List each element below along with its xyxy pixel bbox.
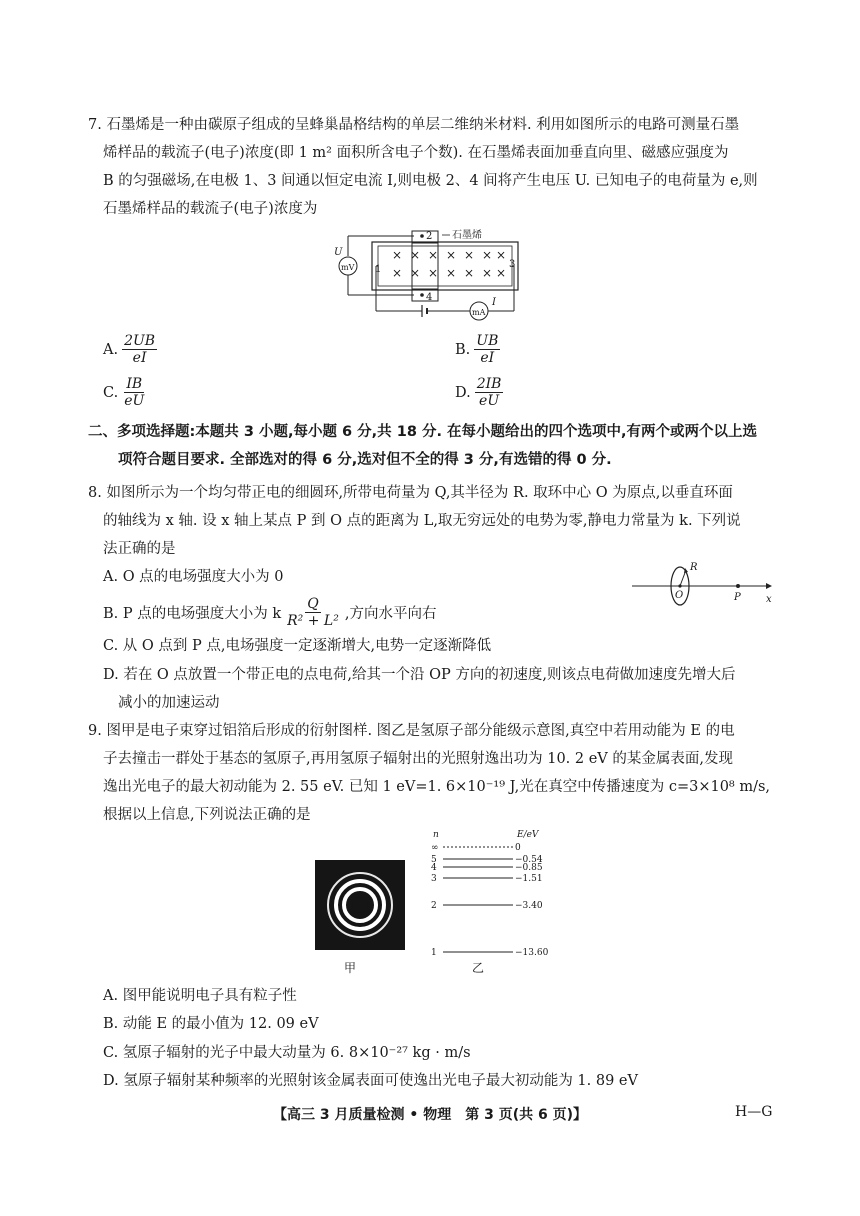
svg-text:×: ×	[464, 248, 475, 262]
x-axis-label: x	[766, 594, 772, 605]
section2-heading-line2: 项符合题目要求. 全部选对的得 6 分,选对但不全的得 3 分,有选错的得 0 分.	[118, 452, 612, 468]
n-axis-label: n	[433, 830, 439, 840]
fraction: $\frac{2IB}{eU}$	[476, 376, 502, 409]
q8-stem-line2: 的轴线为 x 轴. 设 x 轴上某点 P 到 O 点的距离为 L,取无穷远处的电势为零,静电力常量为 k. 下列说	[103, 513, 741, 529]
figure-yi-label: 乙	[472, 961, 485, 975]
electrode-2-label: 2	[426, 231, 433, 242]
q8-option-d-line2: 减小的加速运动	[118, 695, 220, 711]
level-n-4: 4	[431, 863, 437, 873]
level-e-inf: 0	[515, 843, 521, 853]
level-n-2: 2	[431, 901, 437, 911]
fraction: $\frac{IB}{eU}$	[124, 376, 145, 409]
q9-stem-line4: 根据以上信息,下列说法正确的是	[103, 807, 311, 823]
diffraction-pattern-image	[315, 860, 405, 950]
level-n-5: 5	[431, 855, 437, 865]
option-letter: D.	[455, 384, 471, 401]
q9-stem-line3: 逸出光电子的最大初动能为 2. 55 eV. 已知 1 eV=1. 6×10⁻¹⁹ J,光在真空中传播速度为 c=3×10⁸ m/s,	[103, 779, 771, 795]
q7-option-a[interactable]	[103, 333, 157, 366]
level-e-1: −13.60	[515, 948, 549, 958]
level-e-2: −3.40	[515, 901, 543, 911]
q9-option-c[interactable]: C. 氢原子辐射的光子中最大动量为 6. 8×10⁻²⁷ kg · m/s	[103, 1045, 471, 1061]
fraction: $\frac{2UB}{eI}$	[124, 333, 156, 366]
svg-text:×: ×	[496, 248, 507, 262]
q7-stem-line4: 石墨烯样品的载流子(电子)浓度为	[103, 201, 318, 217]
svg-text:×: ×	[392, 266, 403, 280]
fraction: $\frac{Q}{\text{R² + L²}}$	[287, 596, 339, 629]
paper-code: H—G	[735, 1104, 773, 1120]
energy-axis-label: E/eV	[517, 830, 539, 840]
svg-text:×: ×	[464, 266, 475, 280]
q9-stem-line2: 子去撞击一群处于基态的氢原子,再用氢原子辐射出的光照射逸出功为 10. 2 eV 的某金属表面,发现	[103, 751, 733, 767]
magnetic-field-marks	[392, 248, 506, 280]
current-label: I	[492, 297, 496, 308]
svg-text:×: ×	[428, 266, 439, 280]
fraction: $\frac{UB}{eI}$	[476, 333, 499, 366]
svg-text:×: ×	[446, 248, 457, 262]
charged-ring-figure	[630, 560, 780, 610]
svg-text:×: ×	[410, 248, 421, 262]
radius-label: R	[690, 562, 698, 573]
q7-stem-line1: 7. 石墨烯是一种由碳原子组成的呈蜂巢晶格结构的单层二维纳米材料. 利用如图所示的电路可测量石墨	[88, 117, 740, 133]
svg-text:×: ×	[410, 266, 421, 280]
electrode-1-label: 1	[375, 264, 382, 275]
q7-option-b[interactable]	[455, 333, 500, 366]
level-n-3: 3	[431, 874, 437, 884]
level-n-inf: ∞	[431, 843, 439, 853]
point-p-label: P	[734, 592, 741, 603]
q9-option-d[interactable]: D. 氢原子辐射某种频率的光照射该金属表面可使逸出光电子最大初动能为 1. 89 eV	[103, 1073, 638, 1089]
q8-option-b[interactable]	[103, 596, 436, 629]
millivoltmeter-label: mV	[341, 263, 355, 272]
graphene-label: 石墨烯	[452, 230, 482, 241]
q7-option-d[interactable]	[455, 376, 503, 409]
option-b-prefix: B. P 点的电场强度大小为 k	[103, 606, 282, 622]
level-e-5: −0.54	[515, 855, 543, 865]
level-e-3: −1.51	[515, 874, 543, 884]
section2-heading-line1: 二、多项选择题:本题共 3 小题,每小题 6 分,共 18 分. 在每小题给出的四个选项中,有两个或两个以上选	[88, 424, 758, 440]
level-e-4: −0.85	[515, 863, 543, 873]
q9-option-a[interactable]: A. 图甲能说明电子具有粒子性	[103, 988, 297, 1004]
option-letter: B.	[455, 341, 471, 358]
svg-text:×: ×	[392, 248, 403, 262]
q8-option-d-line1[interactable]: D. 若在 O 点放置一个带正电的点电荷,给其一个沿 OP 方向的初速度,则该点电荷做加速度先增大后	[103, 667, 736, 683]
q9-option-b[interactable]: B. 动能 E 的最小值为 12. 09 eV	[103, 1016, 319, 1032]
q8-option-c[interactable]: C. 从 O 点到 P 点,电场强度一定逐渐增大,电势一定逐渐降低	[103, 638, 492, 654]
q8-stem-line3: 法正确的是	[103, 541, 176, 557]
svg-text:×: ×	[482, 248, 493, 262]
option-letter: A.	[103, 341, 119, 358]
origin-label: O	[675, 590, 684, 601]
electrode-3-label: 3	[509, 259, 516, 270]
electrode-4-label: 4	[426, 292, 433, 303]
voltage-label: U	[334, 247, 343, 258]
graphene-circuit-figure	[330, 225, 530, 325]
svg-text:×: ×	[428, 248, 439, 262]
option-letter: C.	[103, 384, 119, 401]
level-n-1: 1	[431, 948, 437, 958]
q7-stem-line3: B 的匀强磁场,在电极 1、3 间通以恒定电流 I,则电极 2、4 间将产生电压 U. 已知电子的电荷量为 e,则	[103, 173, 758, 189]
q9-stem-line1: 9. 图甲是电子束穿过铝箔后形成的衍射图样. 图乙是氢原子部分能级示意图,真空中若用动能为 E 的电	[88, 723, 735, 739]
q8-option-a[interactable]: A. O 点的电场强度大小为 0	[103, 569, 284, 585]
page-footer: 【高三 3 月质量检测 • 物理 第 3 页(共 6 页)】	[273, 1107, 587, 1123]
svg-text:×: ×	[482, 266, 493, 280]
hydrogen-energy-levels	[425, 828, 565, 958]
figure-jia-label: 甲	[344, 961, 357, 975]
q8-stem-line1: 8. 如图所示为一个均匀带正电的细圆环,所带电荷量为 Q,其半径为 R. 取环中心 O 为原点,以垂直环面	[88, 485, 733, 501]
svg-text:×: ×	[446, 266, 457, 280]
option-b-suffix: ,方向水平向右	[344, 606, 437, 622]
q7-option-c[interactable]	[103, 376, 146, 409]
q7-stem-line2: 烯样品的载流子(电子)浓度(即 1 m² 面积所含电子个数). 在石墨烯表面加垂直向里、磁感应强度为	[103, 145, 729, 161]
milliammeter-label: mA	[472, 308, 486, 317]
svg-text:×: ×	[496, 266, 507, 280]
